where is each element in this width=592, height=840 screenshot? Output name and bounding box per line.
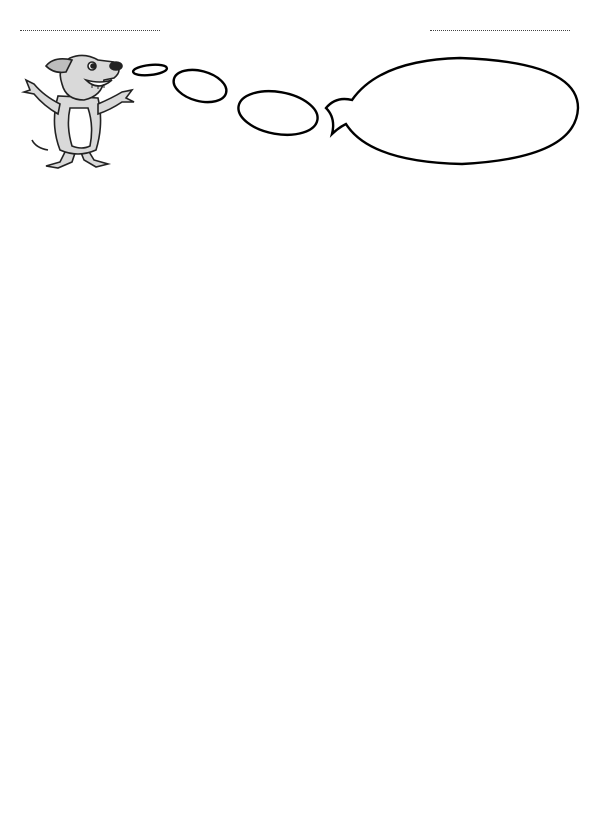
cartoon-dog-icon xyxy=(24,55,134,168)
practice-row xyxy=(15,311,586,383)
target-number xyxy=(352,52,562,162)
practice-guides xyxy=(15,208,586,280)
date-dotted-line xyxy=(430,30,570,31)
practice-row xyxy=(15,208,586,280)
practice-guides xyxy=(15,311,586,383)
practice-guides xyxy=(15,412,586,484)
name-dotted-line xyxy=(20,30,160,31)
practice-row xyxy=(15,412,586,484)
